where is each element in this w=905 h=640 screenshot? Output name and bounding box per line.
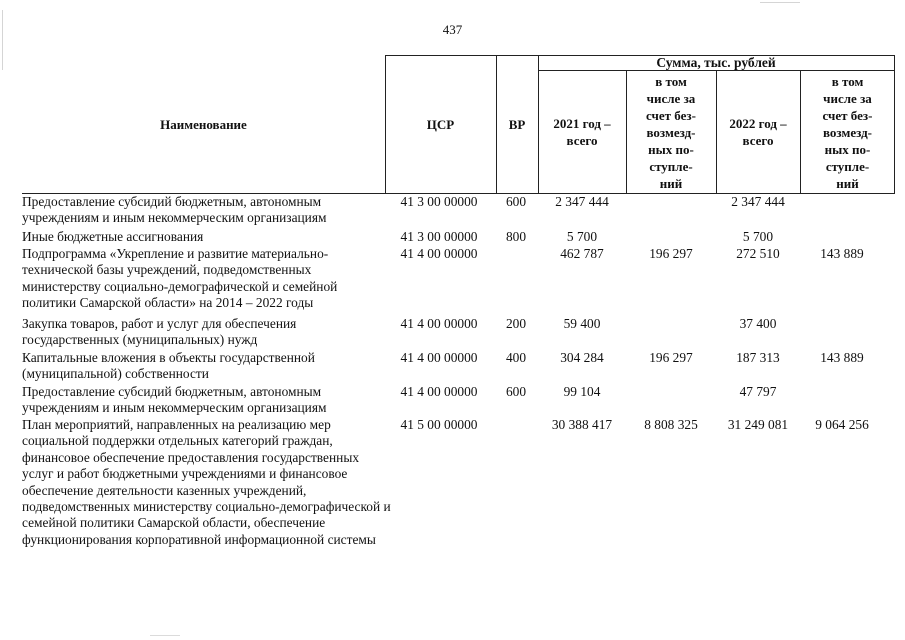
row-total-2022: 5 700	[742, 229, 774, 244]
row-vr: 400	[505, 350, 527, 365]
page-number: 437	[442, 22, 463, 37]
row-total-2021: 304 284	[560, 350, 604, 365]
row-name: Иные бюджетные ассигнования	[22, 229, 204, 244]
row-total-2022: 187 313	[736, 350, 780, 365]
row-gratuitous-2021: 196 297	[649, 350, 693, 365]
scan-edge-mark	[2, 10, 3, 70]
header-gratuitous-2022: в том числе за счет без-возмезд-ных по-ступле-ний	[822, 73, 873, 191]
row-total-2022: 272 510	[736, 246, 780, 261]
scan-edge-mark	[150, 635, 180, 636]
row-total-2022: 31 249 081	[727, 417, 789, 432]
row-csr: 41 4 00 00000	[400, 246, 478, 261]
row-csr: 41 4 00 00000	[400, 384, 478, 399]
header-csr: ЦСР	[426, 117, 455, 132]
row-total-2021: 462 787	[560, 246, 604, 261]
row-name: План мероприятий, направленных на реализацию мер социальной поддержки отдельных категорий граждан, финансовое обеспечение предоставления государственных услуг и работ бюджетными учреждениями и финансовое обеспечение деятельности казенных учреждений, подведомственных министерству социально-демографической и семейной политики Самарской области, обеспечение функционирования корпоративной информационной системы	[22, 417, 391, 547]
row-total-2021: 5 700	[566, 229, 598, 244]
scan-edge-mark	[760, 2, 800, 3]
row-total-2022: 47 797	[739, 384, 777, 399]
row-gratuitous-2022: 143 889	[820, 350, 864, 365]
row-vr: 600	[505, 384, 527, 399]
row-csr: 41 4 00 00000	[400, 350, 478, 365]
row-gratuitous-2022: 143 889	[820, 246, 864, 261]
row-total-2022: 2 347 444	[731, 194, 785, 209]
row-vr: 600	[505, 194, 527, 209]
header-gratuitous-2021: в том числе за счет без-возмезд-ных по-ступле-ний	[646, 73, 696, 191]
row-total-2021: 59 400	[563, 316, 601, 331]
row-name: Капитальные вложения в объекты государственной (муниципальной) собственности	[22, 350, 315, 382]
row-total-2022: 37 400	[739, 316, 777, 331]
row-csr: 41 3 00 00000	[400, 229, 478, 244]
header-sum-group: Сумма, тыс. рублей	[656, 55, 776, 70]
row-csr: 41 4 00 00000	[400, 316, 478, 331]
row-vr: 200	[505, 316, 527, 331]
row-total-2021: 2 347 444	[555, 194, 609, 209]
column-divider	[538, 55, 539, 193]
row-csr: 41 3 00 00000	[400, 194, 478, 209]
header-vr: ВР	[508, 117, 526, 132]
row-total-2021: 99 104	[563, 384, 601, 399]
row-gratuitous-2022: 9 064 256	[815, 417, 869, 432]
table-right-border	[894, 55, 895, 193]
row-name: Закупка товаров, работ и услуг для обеспечения государственных (муниципальных) нужд	[22, 316, 297, 348]
header-name: Наименование	[160, 117, 247, 132]
row-gratuitous-2021: 8 808 325	[644, 417, 698, 432]
row-csr: 41 5 00 00000	[400, 417, 478, 432]
row-name: Предоставление субсидий бюджетным, автономным учреждениям и иным некоммерческим организациям	[22, 384, 327, 416]
row-gratuitous-2021: 196 297	[649, 246, 693, 261]
row-total-2021: 30 388 417	[551, 417, 613, 432]
header-total-2022: 2022 год – всего	[729, 116, 787, 148]
row-name: Предоставление субсидий бюджетным, автономным учреждениям и иным некоммерческим организациям	[22, 194, 327, 226]
row-name: Подпрограмма «Укрепление и развитие материально-технической базы учреждений, подведомственных министерству социально-демографической и семейной политики Самарской области» на 2014 – 2022 годы	[22, 246, 338, 311]
column-divider	[716, 70, 717, 193]
header-total-2021: 2021 год – всего	[553, 116, 611, 148]
row-vr: 800	[505, 229, 527, 244]
